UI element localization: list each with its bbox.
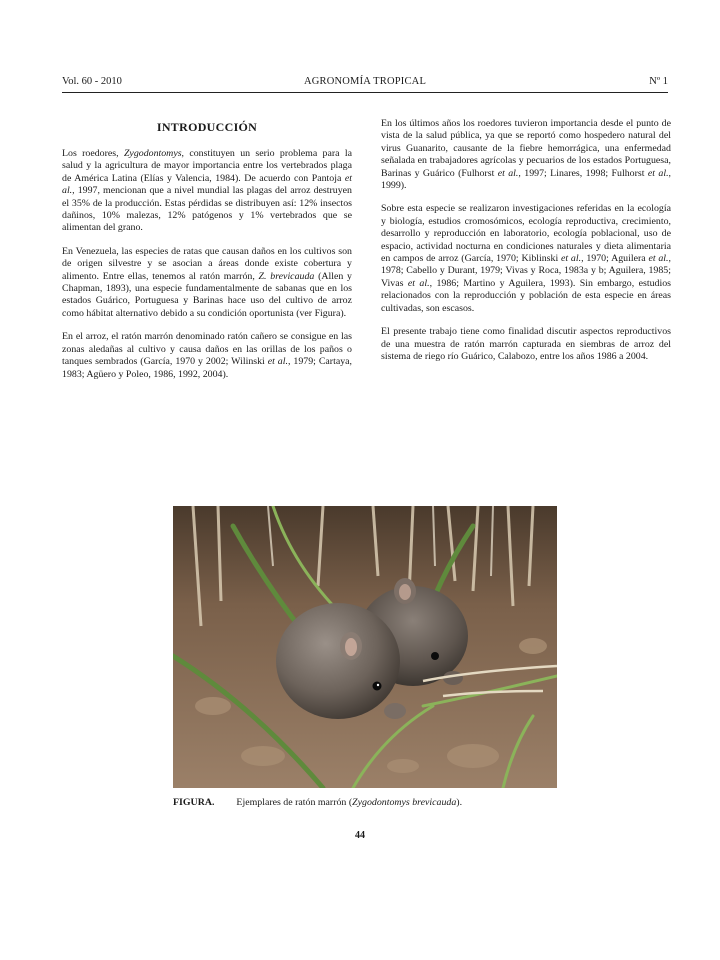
figure-caption: [173, 797, 573, 809]
left-column: [62, 118, 352, 392]
paragraph: En el arroz, el ratón marrón denominado ratón cañero se consigue en las zonas aledañas al cultivo y causa daños en las orillas de los paños o tanques sembrados (García, 1970 y 2002; Wilinski et al., 1979; Cartaya, 1983; Agüero y Poleo, 1986, 1992, 2004).: [62, 331, 353, 380]
figure-label: FIGURA.: [173, 797, 215, 808]
right-column: [381, 118, 671, 374]
mouse-photograph: [173, 506, 557, 788]
issue-number: Nº 1: [649, 76, 668, 87]
paragraph: En los últimos años los roedores tuvieron importancia desde el punto de vista de la salud pública, ya que se reportó como hospedero natural del virus Guanarito, causante de la fiebre hemorrágica, una enfermedad señalada en trabajadores agrícolas y pecuarios de los estados Portuguesa, Barinas y Guárico (Fulhorst et al., 1997; Linares, 1998; Fulhorst et al., 1999).: [381, 118, 672, 192]
paragraph: En Venezuela, las especies de ratas que causan daños en los cultivos son de origen silvestre y se asocian a áreas donde existe cobertura y alimento. Entre ellas, tenemos al ratón marrón, Z. brevicauda (Allen y Chapman, 1893), una especie fundamentalmente de sabanas que en los estados Guárico, Portuguesa y Barinas hace uso del cultivo de arroz como hábitat alternativo debido a su condición oportunista (ver Figura).: [62, 245, 352, 319]
volume-label: Vol. 60 - 2010: [62, 76, 122, 87]
page-number: 44: [355, 830, 365, 841]
paragraph: Los roedores, Zygodontomys, constituyen un serio problema para la salud y la agricultura de mayor importancia entre los vertebrados plaga de América Latina (Elías y Valencia, 1984). De acuerdo con Pantoja et al., 1997, mencionan que a nivel mundial las plagas del arroz destruyen el 35% de la producción. Estas pérdidas se distribuyen así: 12% insectos dañinos, 10% malezas, 12% patógenos y 1% vertebrados que se alimentan del grano.: [62, 148, 352, 234]
header-rule: [62, 92, 668, 93]
journal-title: AGRONOMÍA TROPICAL: [303, 76, 427, 87]
paragraph: Sobre esta especie se realizaron investigaciones referidas en la ecología y biología, estudios cromosómicos, ecología reproductiva, crecimiento, desarrollo y reproducción en laboratorio, ecología poblacional, uso de espacio, actividad nocturna en condiciones naturales y dieta alimentaria en campos de arroz (García, 1970; Kiblinski et al., 1970; Aguilera et al., 1978; Cabello y Durant, 1979; Vivas y Roca, 1983a y b; Aguilera, 1985; Vivas et al., 1986; Martino y Aguilera, 1993). Sin embargo, estudios relacionados con la reproducción y población de esta especie en áreas cultivadas, son escasos.: [381, 203, 672, 314]
paragraph: El presente trabajo tiene como finalidad discutir aspectos reproductivos de una muestra de ratón marrón capturada en siembras de arroz del sistema de riego río Guárico, Calabozo, entre los años 1986 a 2004.: [381, 326, 671, 362]
section-title: INTRODUCCIÓN: [156, 120, 258, 134]
mouse-photo-illustration: [173, 506, 557, 788]
running-header: [62, 75, 668, 89]
figure-caption-text: Ejemplares de ratón marrón (Zygodontomys brevicauda).: [236, 797, 463, 808]
